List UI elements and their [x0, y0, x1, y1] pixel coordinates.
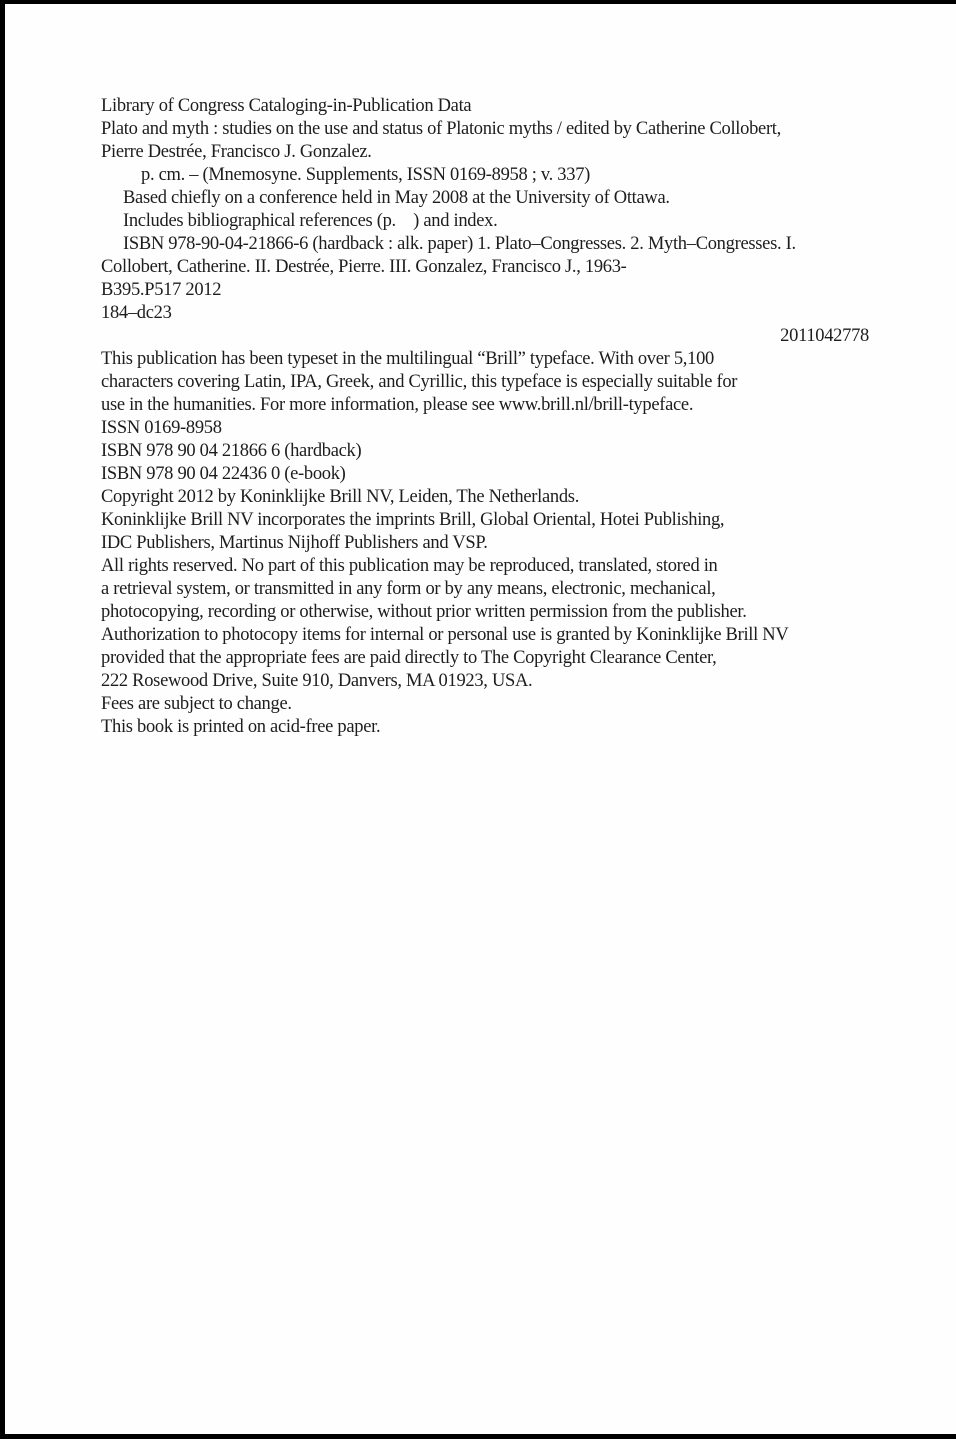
rights-line-3: photocopying, recording or otherwise, without prior written permission from the publisher. [101, 602, 747, 622]
page-content [101, 95, 869, 739]
isbn-hardback-line: ISBN 978 90 04 21866 6 (hardback) [101, 441, 362, 461]
lc-call-number: B395.P517 2012 [101, 280, 222, 300]
copyright-line-2: Koninklijke Brill NV incorporates the imprints Brill, Global Oriental, Hotei Publishing, [101, 510, 725, 530]
authorization-block [101, 624, 869, 716]
cip-isbn-subjects-line: ISBN 978-90-04-21866-6 (hardback : alk. paper) 1. Plato–Congresses. 2. Myth–Congresses. I. [123, 234, 796, 254]
rights-line-1: All rights reserved. No part of this publication may be reproduced, translated, stored in [101, 556, 718, 576]
authorization-line-1: Authorization to photocopy items for internal or personal use is granted by Koninklijke Brill NV [101, 625, 789, 645]
issn-line: ISSN 0169-8958 [101, 418, 222, 438]
cip-references-note: Includes bibliographical references (p. ) and index. [123, 211, 498, 231]
acid-free-statement: This book is printed on acid-free paper. [101, 717, 381, 737]
cip-title-line-2: Pierre Destrée, Francisco J. Gonzalez. [101, 142, 372, 162]
dewey-number: 184–dc23 [101, 303, 172, 323]
typeface-note-block [101, 348, 869, 417]
copyright-line-3: IDC Publishers, Martinus Nijhoff Publishers and VSP. [101, 533, 488, 553]
authorization-line-2: provided that the appropriate fees are paid directly to The Copyright Clearance Center, [101, 648, 717, 668]
copyright-line-1: Copyright 2012 by Koninklijke Brill NV, Leiden, The Netherlands. [101, 487, 580, 507]
cip-heading: Library of Congress Cataloging-in-Publication Data [101, 96, 472, 116]
typeface-note-line-1: This publication has been typeset in the multilingual “Brill” typeface. With over 5,100 [101, 349, 714, 369]
acid-free-block [101, 716, 869, 739]
authorization-line-4: Fees are subject to change. [101, 694, 292, 714]
classification-block [101, 279, 869, 348]
cip-title-line-1: Plato and myth : studies on the use and status of Platonic myths / edited by Catherine Collobert, [101, 119, 781, 139]
cip-conference-note: Based chiefly on a conference held in May 2008 at the University of Ottawa. [123, 188, 670, 208]
cip-heading-block [101, 95, 869, 118]
rights-reserved-block [101, 555, 869, 624]
cip-entry-block [101, 118, 869, 279]
lccn-number: 2011042778 [780, 326, 869, 346]
issn-isbn-block [101, 417, 869, 486]
typeface-note-line-3: use in the humanities. For more information, please see www.brill.nl/brill-typeface. [101, 395, 694, 415]
isbn-ebook-line: ISBN 978 90 04 22436 0 (e-book) [101, 464, 346, 484]
authorization-line-3: 222 Rosewood Drive, Suite 910, Danvers, MA 01923, USA. [101, 671, 533, 691]
copyright-block [101, 486, 869, 555]
cip-editors-line: Collobert, Catherine. II. Destrée, Pierre. III. Gonzalez, Francisco J., 1963- [101, 257, 627, 277]
typeface-note-line-2: characters covering Latin, IPA, Greek, and Cyrillic, this typeface is especially suitable for [101, 372, 738, 392]
cip-series-line: p. cm. – (Mnemosyne. Supplements, ISSN 0169-8958 ; v. 337) [141, 165, 591, 185]
rights-line-2: a retrieval system, or transmitted in any form or by any means, electronic, mechanical, [101, 579, 716, 599]
